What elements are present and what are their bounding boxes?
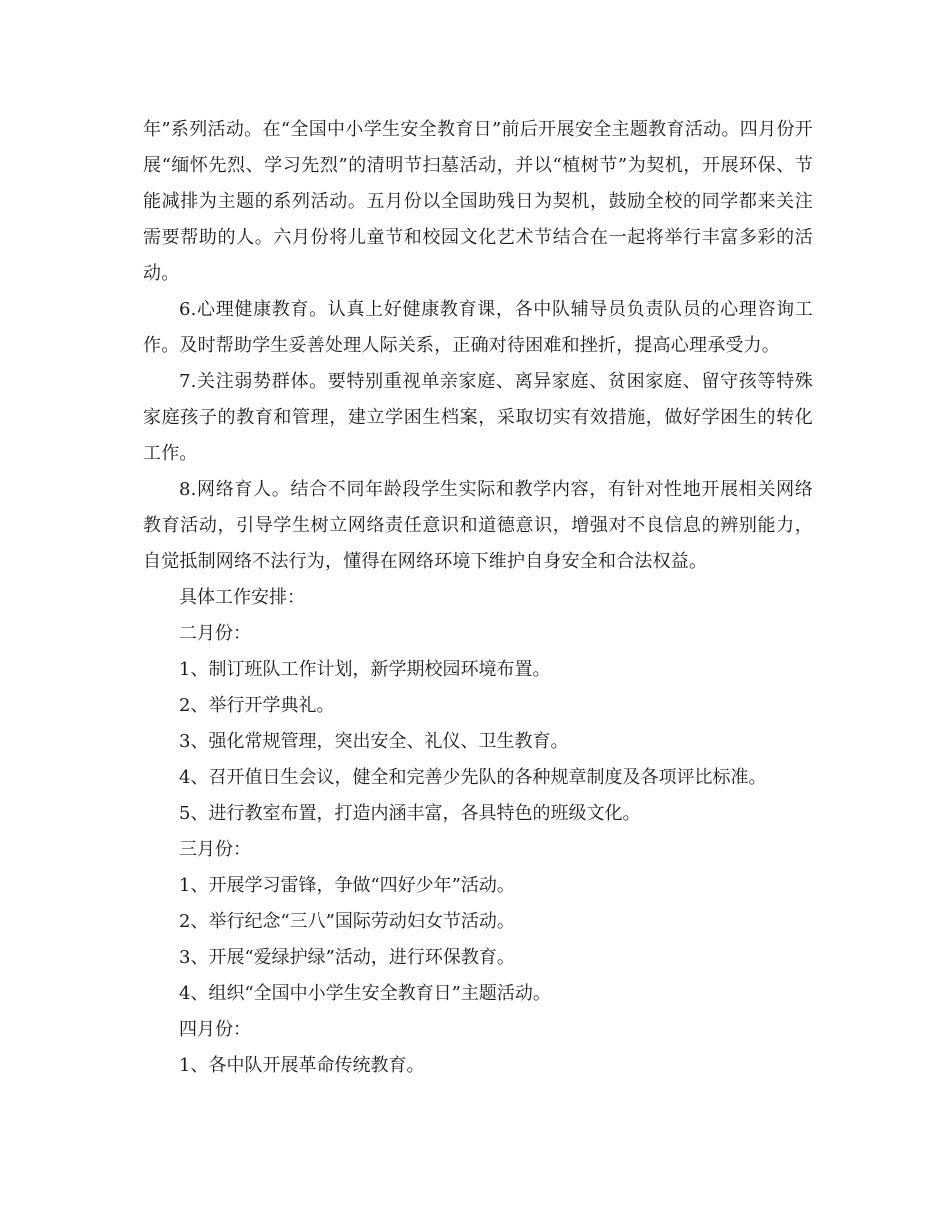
month-heading-february: 二月份： [179,623,251,644]
list-item: 1、各中队开展革命传统教育。 [179,1055,425,1076]
list-item: 4、组织“全国中小学生安全教育日”主题活动。 [179,983,551,1004]
list-item: 3、开展“爱绿护绿”活动，进行环保教育。 [179,947,515,968]
paragraph-network-education: 8.网络育人。结合不同年龄段学生实际和教学内容，有针对性地开展相关网络教育活动，引导学生树立网络责任意识和道德意识，增强对不良信息的辨别能力，自觉抵制网络不法行为，懂得在网络环境下维护自身安全和合法权益。 [143,479,813,572]
list-item: 4、召开值日生会议，健全和完善少先队的各种规章制度及各项评比标准。 [179,767,767,788]
schedule-heading: 具体工作安排： [179,587,305,608]
paragraph-vulnerable-groups: 7.关注弱势群体。要特别重视单亲家庭、离异家庭、贫困家庭、留守孩等特殊家庭孩子的教育和管理，建立学困生档案，采取切实有效措施，做好学困生的转化工作。 [143,371,813,464]
month-heading-march: 三月份： [179,839,251,860]
list-item: 2、举行纪念“三八”国际劳动妇女节活动。 [179,911,515,932]
month-heading-april: 四月份： [179,1019,251,1040]
list-item: 3、强化常规管理，突出安全、礼仪、卫生教育。 [179,731,569,752]
paragraph-continuation: 年”系列活动。在“全国中小学生安全教育日”前后开展安全主题教育活动。四月份开展“缅怀先烈、学习先烈”的清明节扫墓活动，并以“植树节”为契机，开展环保、节能减排为主题的系列活动。五月份以全国助残日为契机，鼓励全校的同学都来关注需要帮助的人。六月份将儿童节和校园文化艺术节结合在一起将举行丰富多彩的活动。 [143,119,813,284]
document-page [143,112,813,1084]
list-item: 1、开展学习雷锋，争做“四好少年”活动。 [179,875,515,896]
paragraph-mental-health: 6.心理健康教育。认真上好健康教育课，各中队辅导员负责队员的心理咨询工作。及时帮助学生妥善处理人际关系，正确对待困难和挫折，提高心理承受力。 [143,299,813,356]
list-item: 1、制订班队工作计划，新学期校园环境布置。 [179,659,551,680]
list-item: 5、进行教室布置，打造内涵丰富，各具特色的班级文化。 [179,803,641,824]
list-item: 2、举行开学典礼。 [179,695,335,716]
